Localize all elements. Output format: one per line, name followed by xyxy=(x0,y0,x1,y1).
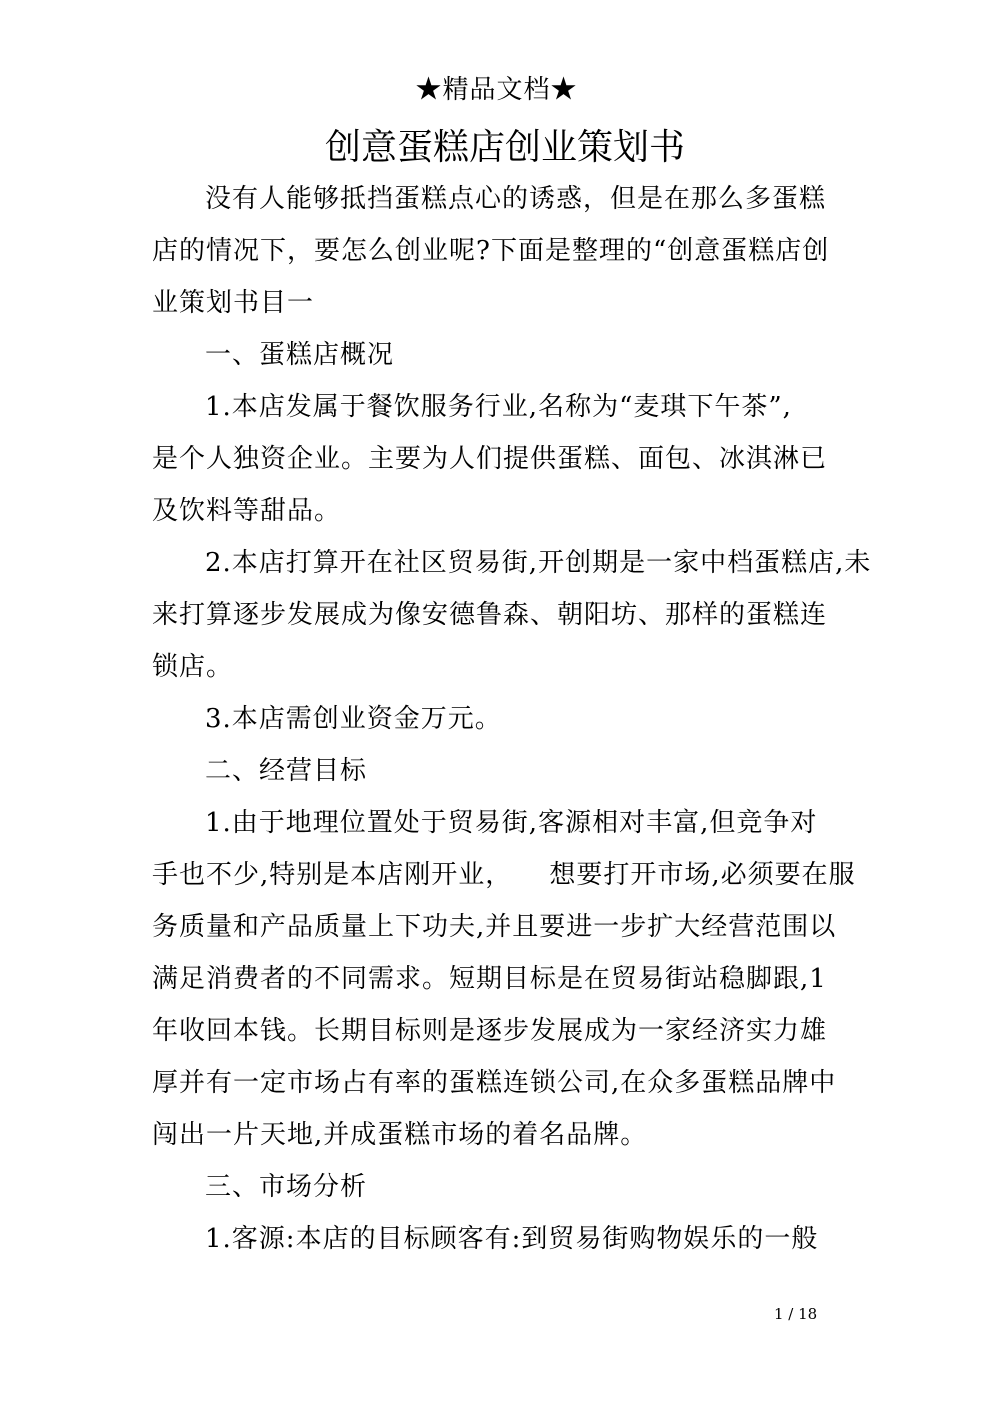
page-number: 1 / 18 xyxy=(774,1305,818,1323)
body-line: 店的情况下，要怎么创业呢?下面是整理的“创意蛋糕店创 xyxy=(152,236,830,266)
document-title: 创意蛋糕店创业策划书 xyxy=(324,127,685,168)
document-header-mark: ★精品文档★ xyxy=(415,75,578,105)
body-line: 年收回本钱。长期目标则是逐步发展成为一家经济实力雄 xyxy=(152,1016,828,1046)
body-line: 3.本店需创业资金万元。 xyxy=(205,704,502,734)
section-heading: 二、经营目标 xyxy=(205,756,368,786)
section-heading: 一、蛋糕店概况 xyxy=(205,340,395,370)
body-line: 闯出一片天地,并成蛋糕市场的着名品牌。 xyxy=(152,1120,648,1150)
body-line: 没有人能够抵挡蛋糕点心的诱惑，但是在那么多蛋糕 xyxy=(205,184,827,214)
body-line: 满足消费者的不同需求。短期目标是在贸易街站稳脚跟,1 xyxy=(152,964,827,994)
body-line: 1.由于地理位置处于贸易街,客源相对丰富,但竞争对 xyxy=(205,808,818,838)
body-line: 来打算逐步发展成为像安德鲁森、朝阳坊、那样的蛋糕连 xyxy=(152,600,828,630)
body-line: 是个人独资企业。主要为人们提供蛋糕、面包、冰淇淋已 xyxy=(152,444,828,474)
body-line: 及饮料等甜品。 xyxy=(152,496,342,526)
body-line: 1.本店发属于餐饮服务行业,名称为“麦琪下午茶”, xyxy=(205,392,792,422)
body-line: 业策划书目一 xyxy=(152,288,315,318)
body-line: 手也不少,特别是本店刚开业， 想要打开市场,必须要在服 xyxy=(152,860,856,890)
body-line: 厚并有一定市场占有率的蛋糕连锁公司,在众多蛋糕品牌中 xyxy=(152,1068,837,1098)
section-heading: 三、市场分析 xyxy=(205,1172,368,1202)
body-line: 2.本店打算开在社区贸易街,开创期是一家中档蛋糕店,未 xyxy=(205,548,872,578)
body-line: 锁店。 xyxy=(152,652,234,682)
body-line: 1.客源:本店的目标顾客有:到贸易街购物娱乐的一般 xyxy=(205,1224,819,1254)
body-line: 务质量和产品质量上下功夫,并且要进一步扩大经营范围以 xyxy=(152,912,837,942)
